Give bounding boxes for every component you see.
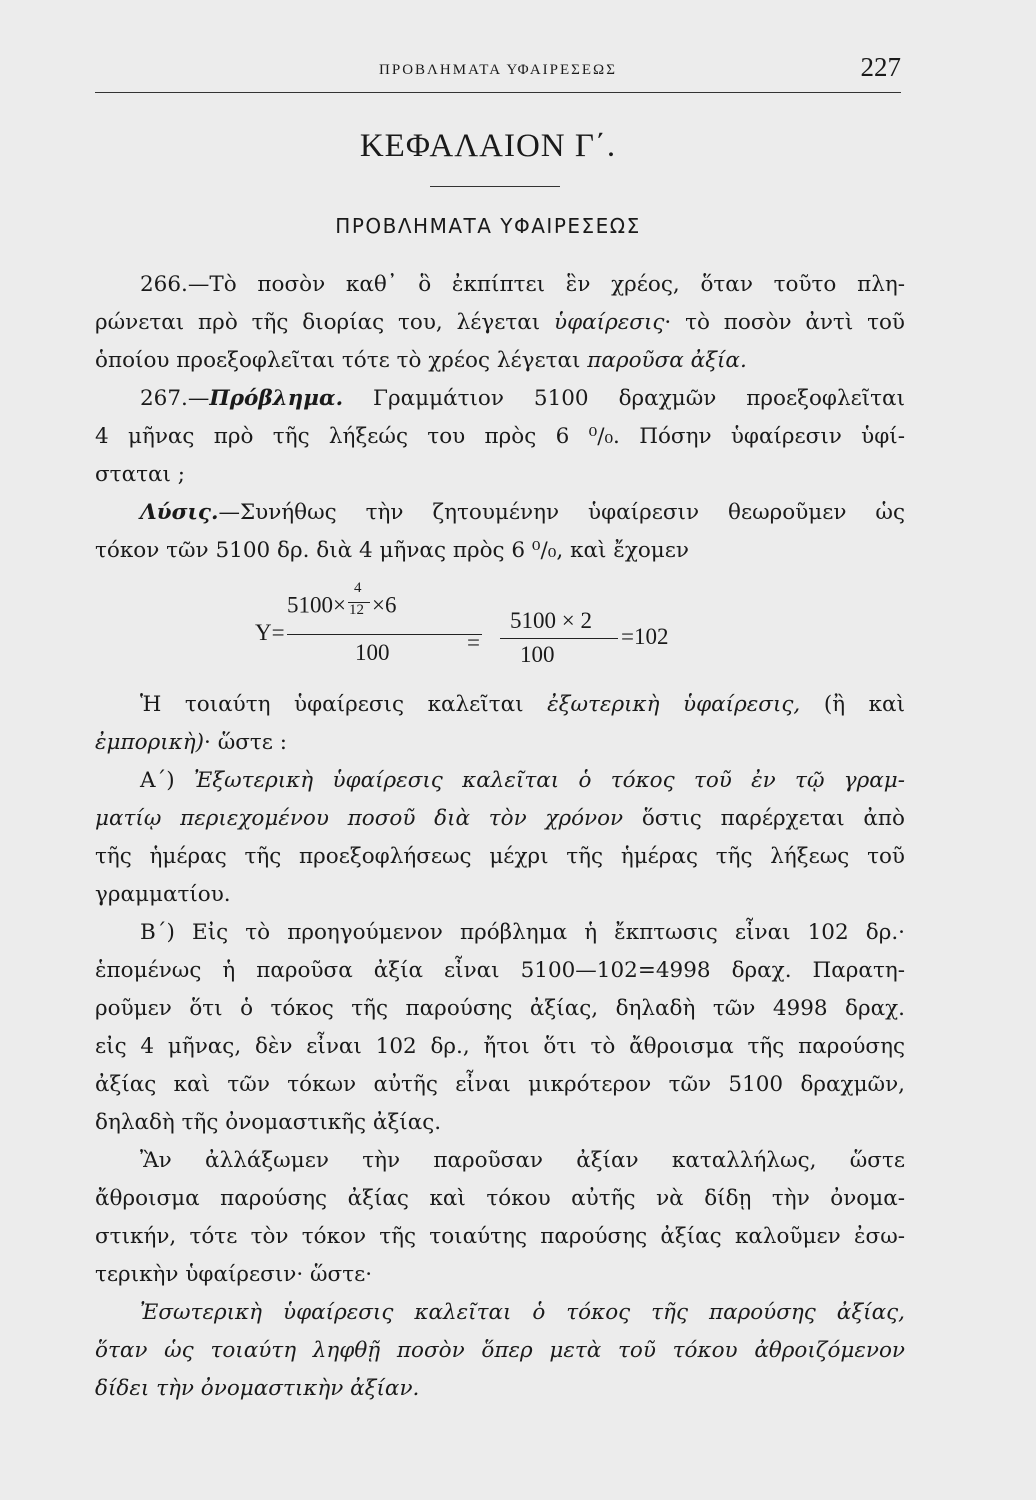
text-line [95, 266, 905, 304]
text-line [95, 762, 905, 800]
solution-label: Λύσις. [140, 500, 219, 525]
text-span: (ἢ καὶ [800, 692, 906, 717]
text-span: Ἡ τοιαύτη ὑφαίρεσις καλεῖται [140, 692, 548, 717]
text-line: στικήν, τότε τὸν τόκον τῆς τοιαύτης παρούσης ἀξίας καλοῦμεν ἐσω- [95, 1224, 905, 1249]
formula-numerator-2: 5100 × 2 [510, 608, 592, 633]
chapter-title: ΚΕΦΑΛΑΙΟΝ Γ΄. [359, 128, 617, 164]
fraction-bar [500, 638, 618, 639]
text-line: δηλαδὴ τῆς ὀνομαστικῆς ἀξίας. [95, 1110, 442, 1135]
term-present-value: παροῦσα ἀξία. [587, 348, 747, 373]
text-line: τόκον τῶν 5100 δρ. διὰ 4 μῆνας πρὸς 6 ⁰/₀, καὶ ἔχομεν [95, 538, 689, 563]
formula-result: =102 [621, 624, 669, 649]
text-span: Ἂν ἀλλάξωμεν τὴν παροῦσαν ἀξίαν καταλλήλως, ὥστε [140, 1148, 905, 1173]
problem-label: Πρόβλημα. [209, 386, 344, 411]
fraction-denominator: 12 [348, 602, 364, 618]
text-span: ματίῳ περιεχομένου ποσοῦ διὰ τὸν χρόνον [95, 806, 624, 831]
text-line: δίδει τὴν ὀνομαστικὴν ἀξίαν. [95, 1376, 420, 1401]
definition-b [95, 914, 905, 1142]
text-line: τερικὴν ὑφαίρεσιν· ὥστε· [95, 1262, 373, 1287]
text-span: Β΄) Εἰς τὸ προηγούμενον πρόβλημα ἡ ἔκπτωσις εἶναι 102 δρ.· [140, 920, 905, 945]
running-header [95, 50, 901, 93]
running-title: ΠΡΟΒΛΗΜΑΤΑ ΥΦΑΙΡΕΣΕΩΣ [379, 62, 617, 78]
text-span: ×6 [371, 592, 397, 618]
text-line [95, 1294, 905, 1332]
text-line [95, 494, 905, 532]
text-span: · ὥστε : [204, 730, 288, 755]
text-span: — [187, 386, 210, 411]
term-commercial: ἐμπορικὴ) [95, 730, 205, 755]
small-fraction [346, 580, 372, 622]
text-span: Ἐσωτερικὴ ὑφαίρεσις καλεῖται ὁ τόκος τῆς παρούσης ἀξίας, [140, 1300, 905, 1325]
text-line: σταται ; [95, 462, 186, 487]
solution-paragraph [95, 494, 905, 570]
text-line: ἄθροισμα παρούσης ἀξίας καὶ τόκου αὐτῆς νὰ δίδῃ τὴν ὀνομα- [95, 1186, 905, 1211]
text-span: · τὸ ποσὸν ἀντὶ τοῦ [664, 310, 905, 335]
text-line [95, 686, 905, 724]
text-line [95, 800, 905, 838]
text-span: ρώνεται πρὸ τῆς διορίας του, λέγεται [95, 310, 555, 335]
page-number: 227 [860, 52, 901, 82]
formula-numerator-1 [287, 580, 397, 622]
text-line: ὅταν ὡς τοιαύτη ληφθῇ ποσὸν ὅπερ μετὰ τοῦ τόκου ἀθροιζόμενον [95, 1338, 905, 1363]
section-title: ΠΡΟΒΛΗΜΑΤΑ ΥΦΑΙΡΕΣΕΩΣ [335, 214, 641, 238]
formula-lhs: Υ= [255, 620, 285, 645]
definition-label: Α΄) [140, 768, 194, 793]
formula-equals: = [467, 630, 480, 655]
formula-denominator-2: 100 [520, 642, 555, 667]
fraction-bar [287, 634, 482, 635]
discount-formula [255, 578, 755, 688]
text-line: ροῦμεν ὅτι ὁ τόκος τῆς παρούσης ἀξίας, δηλαδὴ τῶν 4998 δραχ. [95, 996, 905, 1021]
text-line [95, 1142, 905, 1180]
text-line: ἑπομένως ἡ παροῦσα ἀξία εἶναι 5100—102=4998 δραχ. Παρατη- [95, 958, 905, 983]
text-span: —Συνήθως τὴν ζητουμένην ὑφαίρεσιν θεωροῦμεν ὡς [218, 500, 905, 525]
text-span: ὁποίου προεξοφλεῖται τότε τὸ χρέος λέγεται [95, 348, 588, 373]
text-span: 5100× [287, 592, 346, 618]
text-line [95, 304, 905, 342]
definition-a [95, 762, 905, 914]
text-span: ὅστις παρέρχεται ἀπὸ [623, 806, 905, 831]
text-span: —Τὸ ποσὸν καθ᾽ ὃ ἐκπίπτει ἓν χρέος, ὅταν τοῦτο πλη- [187, 272, 905, 297]
text-line: εἰς 4 μῆνας, δὲν εἶναι 102 δρ., ἤτοι ὅτι τὸ ἄθροισμα τῆς παρούσης [95, 1034, 905, 1059]
internal-discount-paragraph [95, 1142, 905, 1294]
text-line: τῆς ἡμέρας τῆς προεξοφλήσεως μέχρι τῆς ἡμέρας τῆς λήξεως τοῦ [95, 844, 905, 869]
paragraph-267 [95, 380, 905, 494]
text-line [95, 914, 905, 952]
external-discount-paragraph [95, 686, 905, 762]
paragraph-number: 267. [140, 386, 188, 411]
fraction-numerator: 4 [353, 580, 362, 596]
internal-definition [95, 1294, 905, 1408]
paragraph-number: 266. [140, 272, 188, 297]
term-discount: ὑφαίρεσις [554, 310, 665, 335]
text-span: Γραμμάτιον 5100 δραχμῶν προεξοφλεῖται [343, 386, 905, 411]
text-line [95, 342, 905, 380]
text-line: γραμματίου. [95, 882, 231, 907]
term-external-discount: ἐξωτερικὴ ὑφαίρεσις, [547, 692, 801, 717]
paragraph-266 [95, 266, 905, 380]
text-line: ἀξίας καὶ τῶν τόκων αὐτῆς εἶναι μικρότερον τῶν 5100 δραχμῶν, [95, 1072, 905, 1097]
formula-denominator-1: 100 [355, 640, 390, 665]
text-span: Ἐξωτερικὴ ὑφαίρεσις καλεῖται ὁ τόκος τοῦ ἐν τῷ γραμ- [193, 768, 906, 793]
text-line [95, 724, 905, 762]
text-line [95, 380, 905, 418]
chapter-divider [430, 186, 560, 187]
text-line: 4 μῆνας πρὸ τῆς λήξεώς του πρὸς 6 ⁰/₀. Πόσην ὑφαίρεσιν ὑφί- [95, 424, 905, 449]
